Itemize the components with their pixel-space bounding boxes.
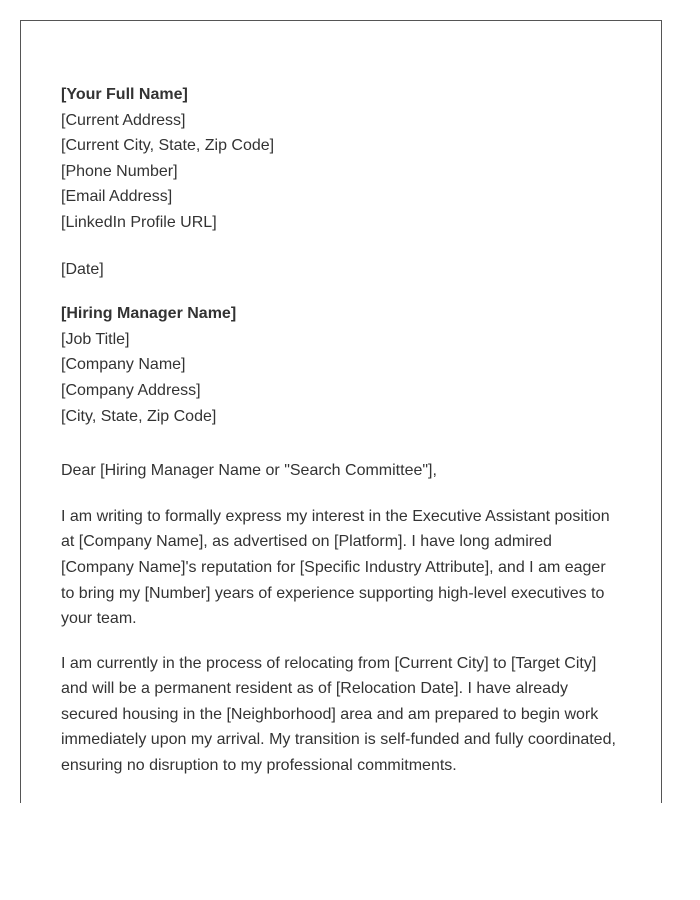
body-paragraph-2: I am currently in the process of relocating from [Current City] to [Target City] and will be a permanent resident as of [Relocation Date]. I have already secured housing in the [Neighborhood] area and am prepared to begin work immediately upon my arrival. My transition is self-funded and fully coordinated, ensuring no disruption to my professional commitments. (61, 654, 616, 775)
sender-phone: [Phone Number] (61, 162, 178, 180)
recipient-job-title: [Job Title] (61, 330, 130, 348)
sender-city-state-zip: [Current City, State, Zip Code] (61, 137, 275, 155)
recipient-name: [Hiring Manager Name] (61, 305, 237, 323)
letter-date: [Date] (61, 260, 104, 278)
body-paragraph-1: I am writing to formally express my interest in the Executive Assistant position at [Company Name], as advertised on [Platform]. I have long admired [Company Name]'s reputation for [Specific Industry Attribute], and I am eager to bring my [Number] years of experience supporting high-level executives to your team. (61, 507, 610, 628)
recipient-company-address: [Company Address] (61, 381, 201, 399)
recipient-block (61, 301, 621, 429)
recipient-city-state-zip: [City, State, Zip Code] (61, 407, 217, 425)
letter-page (20, 20, 662, 803)
sender-block (61, 82, 621, 236)
sender-email: [Email Address] (61, 188, 173, 206)
recipient-company: [Company Name] (61, 356, 186, 374)
letter-content (61, 82, 621, 779)
date-block (61, 257, 621, 283)
sender-name: [Your Full Name] (61, 86, 188, 103)
salutation: Dear [Hiring Manager Name or "Search Committee"], (61, 462, 437, 480)
sender-address: [Current Address] (61, 111, 186, 129)
sender-linkedin: [LinkedIn Profile URL] (61, 213, 217, 231)
